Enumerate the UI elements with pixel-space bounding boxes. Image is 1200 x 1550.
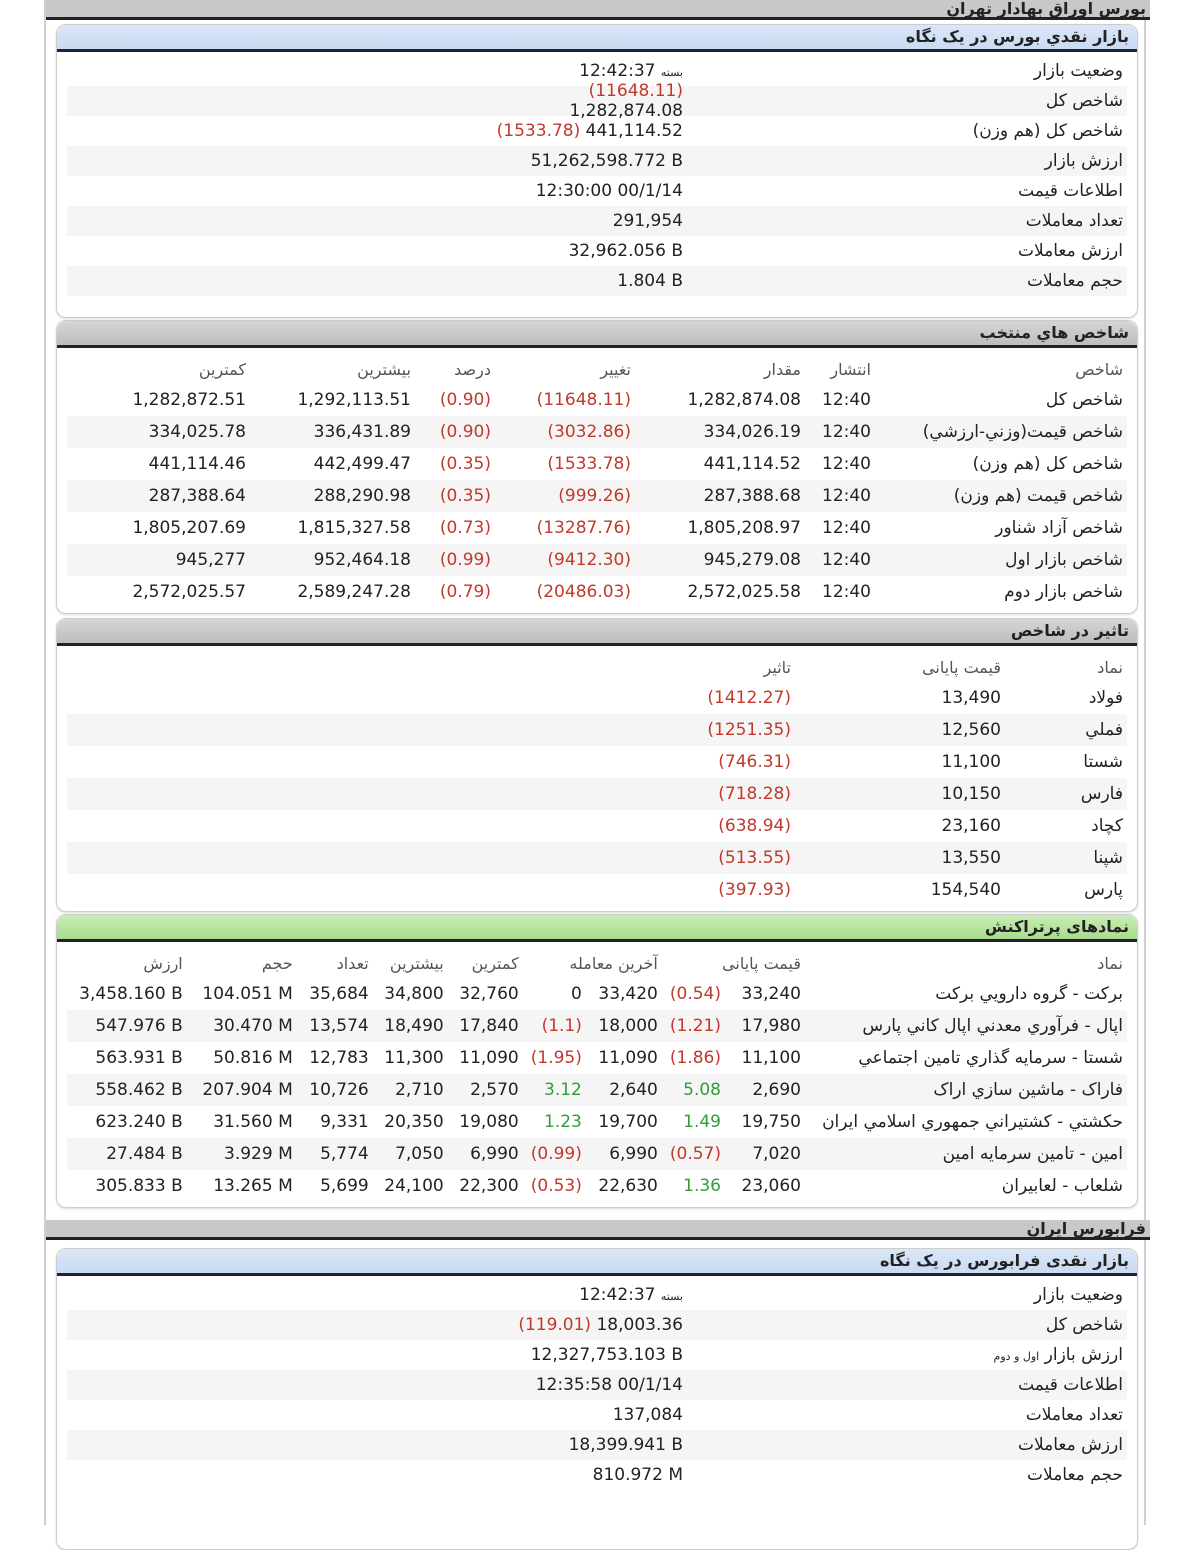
col-close-price: قیمت پایانی (922, 657, 1001, 677)
index-name: شاخص قيمت(وزني-ارزشي) (877, 416, 1127, 448)
traded-symbol: برکت - گروه دارويي برکت (807, 978, 1127, 1010)
kv-value: 18,399.941 B (568, 1435, 683, 1455)
index-name: شاخص قيمت (هم وزن) (877, 480, 1127, 512)
traded-last: 18,000 (588, 1010, 664, 1042)
index-change: (20486.03) (497, 576, 637, 608)
kv-label: ارزش بازار (1044, 151, 1123, 171)
traded-low: 6,990 (450, 1138, 525, 1170)
impact-value: (397.93) (377, 874, 797, 906)
index-high: 1,815,327.58 (252, 512, 417, 544)
index-change: (1533.78) (497, 448, 637, 480)
selected-indices-title: شاخص هاي منتخب (57, 321, 1137, 348)
farabourse-overview-title: بازار نقدی فرابورس در یک نگاه (57, 1249, 1137, 1276)
index-name: شاخص آزاد شناور (877, 512, 1127, 544)
traded-row[interactable] (67, 1042, 1127, 1074)
traded-close: 7,020 (727, 1138, 807, 1170)
traded-close-pct: 1.36 (664, 1170, 727, 1202)
traded-value: 27.484 B (67, 1138, 189, 1170)
traded-high: 20,350 (375, 1106, 450, 1138)
spacer (67, 842, 377, 874)
col-percent: درصد (454, 359, 491, 379)
traded-symbol: شلعاب - لعابيران (807, 1170, 1127, 1202)
traded-symbol: حکشتي - کشتيراني جمهوري اسلامي ايران (807, 1106, 1127, 1138)
impact-value: (513.55) (377, 842, 797, 874)
kv-value: 12:30:00 00/1/14 (535, 181, 683, 201)
farabourse-overview-list (57, 1276, 1137, 1490)
index-row[interactable] (67, 384, 1127, 416)
impact-symbol: فولاد (1007, 682, 1127, 714)
index-time: 12:40 (807, 416, 877, 448)
traded-last: 6,990 (588, 1138, 664, 1170)
traded-high: 2,710 (375, 1074, 450, 1106)
spacer (67, 874, 377, 906)
traded-value: 563.931 B (67, 1042, 189, 1074)
impact-close: 23,160 (797, 810, 1007, 842)
index-time: 12:40 (807, 384, 877, 416)
kv-label: شاخص کل (هم وزن) (972, 121, 1123, 141)
index-time: 12:40 (807, 576, 877, 608)
kv-label: اطلاعات قیمت (1018, 1375, 1123, 1395)
traded-volume: 104.051 M (189, 978, 299, 1010)
bourse-overview-title: بازار نقدي بورس در یک نگاه (57, 25, 1137, 52)
impact-value: (1251.35) (377, 714, 797, 746)
page (44, 0, 1146, 1525)
index-low: 287,388.64 (67, 480, 252, 512)
traded-row[interactable] (67, 1170, 1127, 1202)
impact-close: 12,560 (797, 714, 1007, 746)
index-name: شاخص بازار دوم (877, 576, 1127, 608)
kv-value: 51,262,598.772 B (530, 151, 683, 171)
traded-value: 558.462 B (67, 1074, 189, 1106)
col-impact: تاثیر (763, 657, 791, 677)
col-symbol: نماد (1097, 657, 1123, 677)
index-change: (13287.76) (497, 512, 637, 544)
selected-indices-table (67, 354, 1127, 608)
kv-value: 12,327,753.103 B (530, 1345, 683, 1365)
kv-row-trade-count (67, 1400, 1127, 1430)
spacer (67, 778, 377, 810)
impact-value: (718.28) (377, 778, 797, 810)
bourse-section-header: بورس اوراق بهادار تهران (46, 0, 1150, 20)
index-change: (9412.30) (497, 544, 637, 576)
traded-volume: 31.560 M (189, 1106, 299, 1138)
index-percent: (0.90) (417, 416, 497, 448)
traded-close: 11,100 (727, 1042, 807, 1074)
traded-row[interactable] (67, 978, 1127, 1010)
impact-row[interactable] (67, 778, 1127, 810)
traded-close: 33,240 (727, 978, 807, 1010)
kv-label: شاخص کل (1045, 91, 1123, 111)
selected-indices-panel (56, 320, 1138, 614)
traded-last-pct: (1.1) (525, 1010, 588, 1042)
impact-symbol: پارس (1007, 874, 1127, 906)
impact-close: 13,490 (797, 682, 1007, 714)
col-symbol: نماد (1097, 953, 1123, 973)
kv-value: 291,954 (612, 211, 683, 231)
kv-value: 12:42:37 بسته (579, 1285, 683, 1305)
traded-low: 11,090 (450, 1042, 525, 1074)
kv-label: ارزش بازار اول و دوم (993, 1345, 1123, 1365)
traded-value: 547.976 B (67, 1010, 189, 1042)
traded-volume: 207.904 M (189, 1074, 299, 1106)
traded-close: 2,690 (727, 1074, 807, 1106)
kv-label: شاخص کل (1045, 1315, 1123, 1335)
index-row[interactable] (67, 544, 1127, 576)
traded-low: 2,570 (450, 1074, 525, 1106)
index-high: 1,292,113.51 (252, 384, 417, 416)
traded-last: 2,640 (588, 1074, 664, 1106)
kv-label: وضعیت بازار (1033, 1285, 1123, 1305)
impact-close: 11,100 (797, 746, 1007, 778)
kv-row-trade-count (67, 206, 1127, 236)
index-percent: (0.35) (417, 448, 497, 480)
spacer (67, 682, 377, 714)
index-low: 441,114.46 (67, 448, 252, 480)
traded-close: 17,980 (727, 1010, 807, 1042)
index-name: شاخص کل (هم وزن) (877, 448, 1127, 480)
col-low: کمترين (198, 359, 246, 379)
index-low: 1,282,872.51 (67, 384, 252, 416)
kv-value: 137,084 (612, 1405, 683, 1425)
traded-close-pct: (0.54) (664, 978, 727, 1010)
kv-row-trade-volume (67, 266, 1127, 296)
index-time: 12:40 (807, 480, 877, 512)
kv-label: اطلاعات قیمت (1018, 181, 1123, 201)
traded-row[interactable] (67, 1010, 1127, 1042)
spacer (67, 746, 377, 778)
index-time: 12:40 (807, 512, 877, 544)
kv-value: 32,962.056 B (568, 241, 683, 261)
traded-last-pct: (0.53) (525, 1170, 588, 1202)
index-high: 2,589,247.28 (252, 576, 417, 608)
traded-last-pct: (0.99) (525, 1138, 588, 1170)
kv-label: تعداد معاملات (1025, 211, 1123, 231)
kv-row-price-info (67, 1370, 1127, 1400)
index-percent: (0.35) (417, 480, 497, 512)
index-change: (3032.86) (497, 416, 637, 448)
traded-low: 17,840 (450, 1010, 525, 1042)
index-low: 1,805,207.69 (67, 512, 252, 544)
index-percent: (0.79) (417, 576, 497, 608)
traded-last-pct: 1.23 (525, 1106, 588, 1138)
kv-label: ارزش معاملات (1017, 1435, 1123, 1455)
kv-value: 810.972 M (592, 1465, 683, 1485)
index-value: 945,279.08 (637, 544, 807, 576)
impact-row[interactable] (67, 810, 1127, 842)
kv-row-market-value (67, 1340, 1127, 1370)
impact-row[interactable] (67, 842, 1127, 874)
impact-close: 13,550 (797, 842, 1007, 874)
index-value: 287,388.68 (637, 480, 807, 512)
index-row[interactable] (67, 512, 1127, 544)
impact-row[interactable] (67, 874, 1127, 906)
index-low: 334,025.78 (67, 416, 252, 448)
traded-last-pct: 3.12 (525, 1074, 588, 1106)
traded-high: 18,490 (375, 1010, 450, 1042)
index-row[interactable] (67, 480, 1127, 512)
impact-close: 154,540 (797, 874, 1007, 906)
traded-last-pct: (1.95) (525, 1042, 588, 1074)
index-low: 945,277 (67, 544, 252, 576)
col-last-trade: آخرین معامله (569, 953, 658, 973)
index-time: 12:40 (807, 448, 877, 480)
kv-value: (11648.11) 1,282,874.08 (569, 81, 683, 121)
index-percent: (0.73) (417, 512, 497, 544)
kv-value: 12:35:58 00/1/14 (535, 1375, 683, 1395)
col-low: کمترین (471, 953, 519, 973)
kv-row-price-info (67, 176, 1127, 206)
index-high: 442,499.47 (252, 448, 417, 480)
traded-last: 11,090 (588, 1042, 664, 1074)
spacer (67, 810, 377, 842)
impact-value: (638.94) (377, 810, 797, 842)
kv-row-trade-value (67, 236, 1127, 266)
index-value: 1,805,208.97 (637, 512, 807, 544)
traded-count: 5,699 (299, 1170, 375, 1202)
traded-close-pct: (1.21) (664, 1010, 727, 1042)
traded-count: 10,726 (299, 1074, 375, 1106)
index-change: (11648.11) (497, 384, 637, 416)
most-traded-panel (56, 914, 1138, 1208)
traded-close-pct: (1.86) (664, 1042, 727, 1074)
traded-volume: 3.929 M (189, 1138, 299, 1170)
traded-high: 7,050 (375, 1138, 450, 1170)
traded-row[interactable] (67, 1138, 1127, 1170)
impact-close: 10,150 (797, 778, 1007, 810)
traded-close: 19,750 (727, 1106, 807, 1138)
traded-volume: 50.816 M (189, 1042, 299, 1074)
traded-high: 34,800 (375, 978, 450, 1010)
kv-label: تعداد معاملات (1025, 1405, 1123, 1425)
kv-row-total-index (67, 81, 1127, 121)
impact-symbol: کچاد (1007, 810, 1127, 842)
impact-symbol: شستا (1007, 746, 1127, 778)
traded-row[interactable] (67, 1074, 1127, 1106)
traded-volume: 13.265 M (189, 1170, 299, 1202)
index-impact-title: تاثیر در شاخص (57, 619, 1137, 646)
index-value: 334,026.19 (637, 416, 807, 448)
traded-value: 623.240 B (67, 1106, 189, 1138)
kv-value: (1533.78) 441,114.52 (496, 121, 683, 141)
traded-value: 305.833 B (67, 1170, 189, 1202)
col-close-price: قیمت پایانی (722, 953, 801, 973)
col-high: بیشترین (389, 953, 444, 973)
index-value: 2,572,025.58 (637, 576, 807, 608)
traded-count: 13,574 (299, 1010, 375, 1042)
traded-close-pct: 5.08 (664, 1074, 727, 1106)
kv-value: (119.01) 18,003.36 (518, 1315, 683, 1335)
col-value: ارزش (143, 953, 183, 973)
index-impact-table (67, 652, 1127, 906)
kv-row-equal-weight-index (67, 116, 1127, 146)
traded-low: 32,760 (450, 978, 525, 1010)
col-high: بيشترين (357, 359, 411, 379)
impact-value: (1412.27) (377, 682, 797, 714)
bourse-overview-list (57, 52, 1137, 296)
col-volume: حجم (261, 953, 293, 973)
bourse-overview-panel (56, 24, 1138, 318)
kv-label: ارزش معاملات (1017, 241, 1123, 261)
impact-row[interactable] (67, 682, 1127, 714)
kv-row-market-status (67, 1280, 1127, 1310)
index-high: 952,464.18 (252, 544, 417, 576)
traded-row[interactable] (67, 1106, 1127, 1138)
traded-value: 3,458.160 B (67, 978, 189, 1010)
impact-row[interactable] (67, 714, 1127, 746)
kv-value: 1.804 B (617, 271, 683, 291)
kv-value: 12:42:37 بسته (579, 61, 683, 81)
col-index: شاخص (1075, 359, 1123, 379)
index-high: 336,431.89 (252, 416, 417, 448)
traded-last-pct: 0 (525, 978, 588, 1010)
index-row[interactable] (67, 416, 1127, 448)
traded-count: 12,783 (299, 1042, 375, 1074)
index-high: 288,290.98 (252, 480, 417, 512)
impact-symbol: شپنا (1007, 842, 1127, 874)
kv-label: وضعیت بازار (1033, 61, 1123, 81)
kv-row-total-index (67, 1310, 1127, 1340)
kv-row-trade-volume (67, 1460, 1127, 1490)
index-impact-panel (56, 618, 1138, 912)
index-change: (999.26) (497, 480, 637, 512)
impact-row[interactable] (67, 746, 1127, 778)
impact-symbol: فملي (1007, 714, 1127, 746)
index-name: شاخص بازار اول (877, 544, 1127, 576)
kv-label: حجم معاملات (1027, 271, 1123, 291)
col-time: انتشار (830, 359, 871, 379)
farabourse-overview-panel (56, 1248, 1138, 1550)
impact-value: (746.31) (377, 746, 797, 778)
traded-volume: 30.470 M (189, 1010, 299, 1042)
traded-last: 19,700 (588, 1106, 664, 1138)
traded-close-pct: 1.49 (664, 1106, 727, 1138)
traded-low: 19,080 (450, 1106, 525, 1138)
index-percent: (0.90) (417, 384, 497, 416)
index-time: 12:40 (807, 544, 877, 576)
traded-last: 33,420 (588, 978, 664, 1010)
traded-last: 22,630 (588, 1170, 664, 1202)
kv-row-trade-value (67, 1430, 1127, 1460)
traded-symbol: اپال - فرآوري معدني اپال کاني پارس (807, 1010, 1127, 1042)
index-low: 2,572,025.57 (67, 576, 252, 608)
index-name: شاخص کل (877, 384, 1127, 416)
index-value: 1,282,874.08 (637, 384, 807, 416)
index-row[interactable] (67, 576, 1127, 608)
traded-high: 11,300 (375, 1042, 450, 1074)
most-traded-table (67, 948, 1127, 1202)
traded-count: 9,331 (299, 1106, 375, 1138)
kv-row-market-value (67, 146, 1127, 176)
col-change: تغيير (600, 359, 631, 379)
col-count: تعداد (336, 953, 369, 973)
index-value: 441,114.52 (637, 448, 807, 480)
farabourse-section-header: فرابورس ایران (46, 1220, 1150, 1240)
index-row[interactable] (67, 448, 1127, 480)
col-value: مقدار (763, 359, 801, 379)
traded-close-pct: (0.57) (664, 1138, 727, 1170)
index-percent: (0.99) (417, 544, 497, 576)
kv-label: حجم معاملات (1027, 1465, 1123, 1485)
most-traded-title: نمادهای پرتراکنش (57, 915, 1137, 942)
spacer (67, 714, 377, 746)
traded-close: 23,060 (727, 1170, 807, 1202)
traded-high: 24,100 (375, 1170, 450, 1202)
traded-count: 5,774 (299, 1138, 375, 1170)
traded-count: 35,684 (299, 978, 375, 1010)
traded-symbol: شستا - سرمايه گذاري تامين اجتماعي (807, 1042, 1127, 1074)
traded-symbol: فاراک - ماشين سازي اراک (807, 1074, 1127, 1106)
traded-symbol: امين - تامين سرمايه امين (807, 1138, 1127, 1170)
impact-symbol: فارس (1007, 778, 1127, 810)
traded-low: 22,300 (450, 1170, 525, 1202)
